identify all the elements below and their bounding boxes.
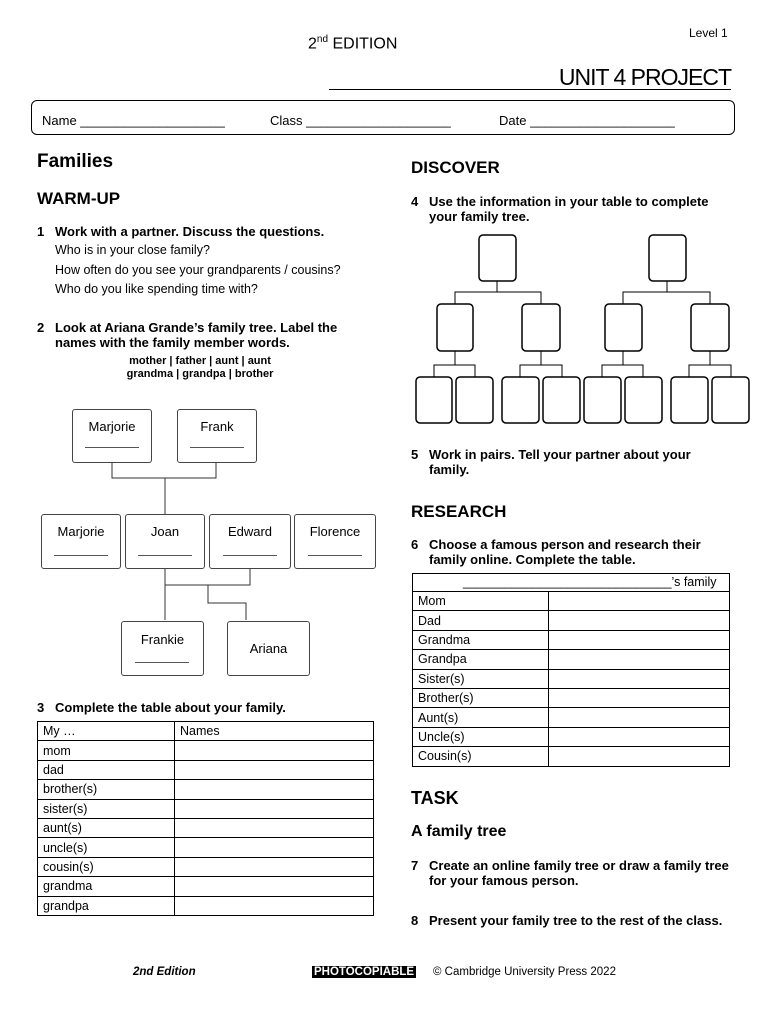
table-row: Dad — [413, 611, 730, 630]
tree-box-marjorie-grandparent: Marjorie — [72, 409, 152, 463]
names-cell[interactable] — [549, 650, 730, 669]
tree-box-frankie: Frankie — [121, 621, 204, 676]
tree-blank-box — [691, 304, 729, 351]
table-row: cousin(s) — [38, 857, 374, 876]
word-bank: mother | father | aunt | aunt grandma | grandpa | brother — [126, 355, 274, 380]
unit-title: UNIT 4 PROJECT — [558, 64, 731, 90]
famous-family-table — [412, 573, 730, 767]
tree-box-florence: Florence — [294, 514, 376, 569]
footer-copyright: © Cambridge University Press 2022 — [433, 966, 616, 978]
question-1: 1 Work with a partner. Discuss the questions. — [37, 224, 325, 239]
table-row: Cousin(s) — [413, 747, 730, 766]
table-row: dad — [38, 760, 374, 779]
tree-blank-box — [605, 304, 642, 351]
table-row: Aunt(s) — [413, 708, 730, 727]
question-7: 7 Create an online family tree or draw a family tree for your famous person. — [411, 858, 729, 888]
date-field[interactable]: Date ____________________ — [499, 113, 675, 128]
tree-box-marjorie: Marjorie — [41, 514, 121, 569]
tree-box-joan: Joan — [125, 514, 205, 569]
question-2: 2 Look at Ariana Grande’s family tree. Label the names with the family member words. — [37, 320, 338, 350]
edition-label: 2nd EDITION — [308, 34, 398, 53]
question-8: 8 Present your family tree to the rest of the class. — [411, 913, 723, 928]
table-row: aunt(s) — [38, 818, 374, 837]
q1-line-2: How often do you see your grandparents / cousins? — [55, 263, 341, 277]
footer-edition: 2nd Edition — [133, 966, 196, 978]
tree-blank-box — [416, 377, 452, 423]
names-cell[interactable] — [549, 688, 730, 707]
question-4: 4 Use the information in your table to complete your family tree. — [411, 194, 709, 224]
photocopiable-badge: PHOTOCOPIABLE — [314, 966, 415, 978]
tree-blank-box — [502, 377, 539, 423]
table-row: uncle(s) — [38, 838, 374, 857]
tree-blank-box — [584, 377, 621, 423]
class-field[interactable]: Class ____________________ — [270, 113, 451, 128]
research-heading: RESEARCH — [411, 502, 507, 521]
tree-blank-box — [625, 377, 662, 423]
table-row: Uncle(s) — [413, 727, 730, 746]
tree-blank-box — [522, 304, 560, 351]
table-header-row: My … Names — [38, 722, 374, 741]
names-cell[interactable] — [549, 747, 730, 766]
level-label: Level 1 — [689, 26, 728, 40]
table-row: grandpa — [38, 896, 374, 915]
question-5: 5 Work in pairs. Tell your partner about your family. — [411, 447, 691, 477]
tree-box-edward: Edward — [209, 514, 291, 569]
names-cell[interactable] — [549, 669, 730, 688]
tree-blank-box — [671, 377, 708, 423]
name-field[interactable]: Name ____________________ — [42, 113, 225, 128]
task-heading: TASK — [411, 788, 459, 808]
tree-blank-box — [437, 304, 473, 351]
table-row: Sister(s) — [413, 669, 730, 688]
tree-blank-box — [712, 377, 749, 423]
table-row: grandma — [38, 877, 374, 896]
tree-blank-box — [456, 377, 493, 423]
tree-blank-box — [543, 377, 580, 423]
table-row: Grandma — [413, 630, 730, 649]
table-row: sister(s) — [38, 799, 374, 818]
names-cell[interactable] — [549, 611, 730, 630]
names-cell[interactable] — [549, 727, 730, 746]
table-header-row: ______________________________’s family — [413, 574, 730, 592]
question-6: 6 Choose a famous person and research their family online. Complete the table. — [411, 537, 701, 567]
names-cell[interactable] — [549, 592, 730, 611]
table-row: Brother(s) — [413, 688, 730, 707]
table-row: Grandpa — [413, 650, 730, 669]
warmup-heading: WARM-UP — [37, 189, 121, 208]
task-subheading: A family tree — [411, 823, 507, 840]
discover-heading: DISCOVER — [411, 158, 500, 177]
q1-line-3: Who do you like spending time with? — [55, 282, 258, 296]
table-row: Mom — [413, 592, 730, 611]
table-row: mom — [38, 741, 374, 760]
tree-blank-box — [649, 235, 686, 281]
table-row: brother(s) — [38, 780, 374, 799]
question-3: 3 Complete the table about your family. — [37, 700, 286, 715]
tree-box-ariana: Ariana — [227, 621, 310, 676]
q1-line-1: Who is in your close family? — [55, 243, 210, 257]
names-cell[interactable] — [549, 630, 730, 649]
tree-box-frank: Frank — [177, 409, 257, 463]
page-title: Families — [37, 151, 114, 172]
names-cell[interactable] — [549, 708, 730, 727]
tree-blank-box — [479, 235, 516, 281]
